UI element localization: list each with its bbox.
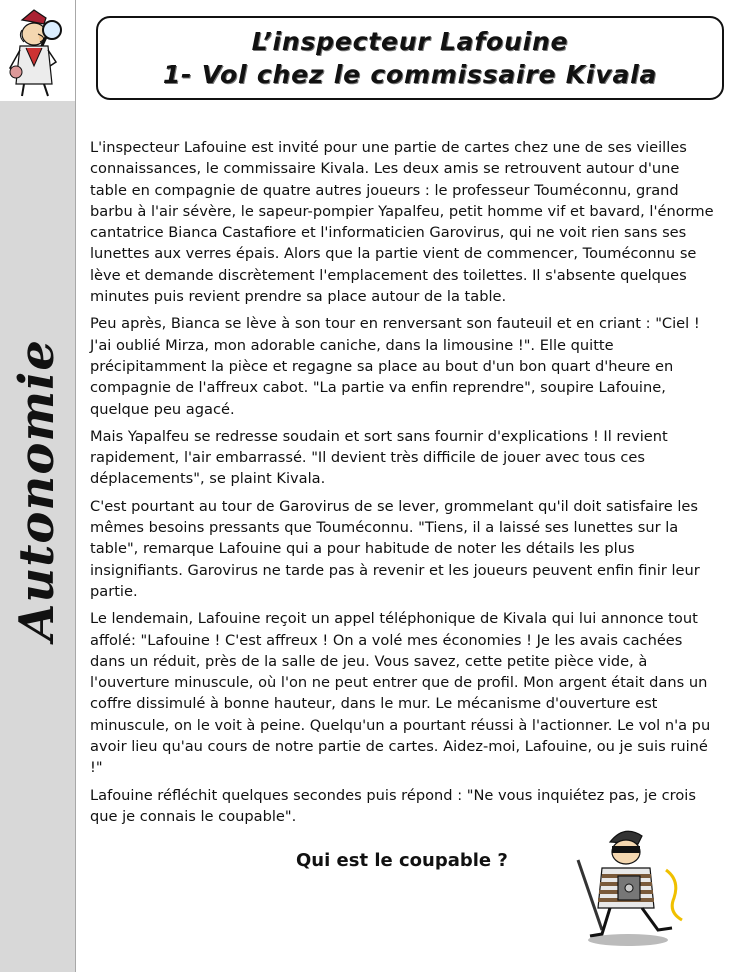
story-paragraph: Mais Yapalfeu se redresse soudain et sort sans fournir d'explications ! Il revient rapidement, l'air embarrassé. "Il devient très difficile de jouer avec tous ces déplacements", se plaint Kivala. bbox=[90, 427, 668, 488]
detective-magnifier-icon bbox=[4, 6, 70, 102]
title-box bbox=[96, 16, 724, 100]
question-text: Qui est le coupable ? bbox=[296, 850, 508, 871]
story-paragraph: Peu après, Bianca se lève à son tour en renversant son fauteuil et en criant : "Ciel ! J'ai oublié Mirza, mon adorable caniche, dans la limousine !". Elle quitte précipitamment la pièce et regagne sa place au bout d'un bon quart d'heure en compagnie de l'affreux cabot. "La partie va enfin reprendre", soupire Lafouine, quelque peu agacé. bbox=[90, 315, 700, 418]
sidebar-label: Autonomie bbox=[9, 339, 65, 641]
story-paragraph: C'est pourtant au tour de Garovirus de se lever, grommelant qu'il doit satisfaire les mêmes besoins pressants que Touméconnu. "Tiens, il a laissé ses lunettes sur la table", remarque Lafouine qui a pour habitude de noter les détails les plus insignifiants. Garovirus ne tarde pas à revenir et les joueurs peuvent enfin finir leur partie. bbox=[90, 497, 700, 600]
masked-thief-icon bbox=[562, 820, 694, 952]
story-paragraph: L'inspecteur Lafouine est invité pour une partie de cartes chez une de ses vieilles connaissances, le commissaire Kivala. Les deux amis se retrouvent autour d'une table en compagnie de quatre autres joueurs : le professeur Touméconnu, grand barbu à l'air sévère, le sapeur-pompier Yapalfeu, petit homme vif et bavard, l'énorme cantatrice Bianca Castafiore et l'informaticien Garovirus, qui ne voit rien sans ses lunettes aux verres épais. Alors que la partie vient de commencer, Touméconnu se lève et demande discrètement l'emplacement des toilettes. Il s'absente quelques minutes puis revient prendre sa place autour de la table. bbox=[90, 139, 714, 306]
story-paragraph: Le lendemain, Lafouine reçoit un appel téléphonique de Kivala qui lui annonce tout affolé: "Lafouine ! C'est affreux ! On a volé mes économies ! Je les avais cachées dans un réduit, près de la salle de jeu. Vous savez, cette petite pièce vide, à l'ouverture minuscule, où l'on ne peut entrer que de profil. Mon argent était dans un coffre dissimulé à bonne hauteur, dans le mur. Le mécanisme d'ouverture est minuscule, on le voit à peine. Quelqu'un a pourtant réussi à l'actionner. Le vol n'a pu avoir lieu qu'au cours de notre partie de cartes. Aidez-moi, Lafouine, ou je suis ruiné !" bbox=[90, 610, 711, 777]
story-text bbox=[90, 137, 718, 833]
sidebar bbox=[0, 0, 76, 972]
story-paragraph: Lafouine réfléchit quelques secondes puis répond : "Ne vous inquiétez pas, je crois que je connais le coupable". bbox=[90, 786, 696, 825]
page-subtitle: 1- Vol chez le commissaire Kivala bbox=[162, 60, 658, 89]
page-title: L’inspecteur Lafouine bbox=[251, 27, 569, 56]
